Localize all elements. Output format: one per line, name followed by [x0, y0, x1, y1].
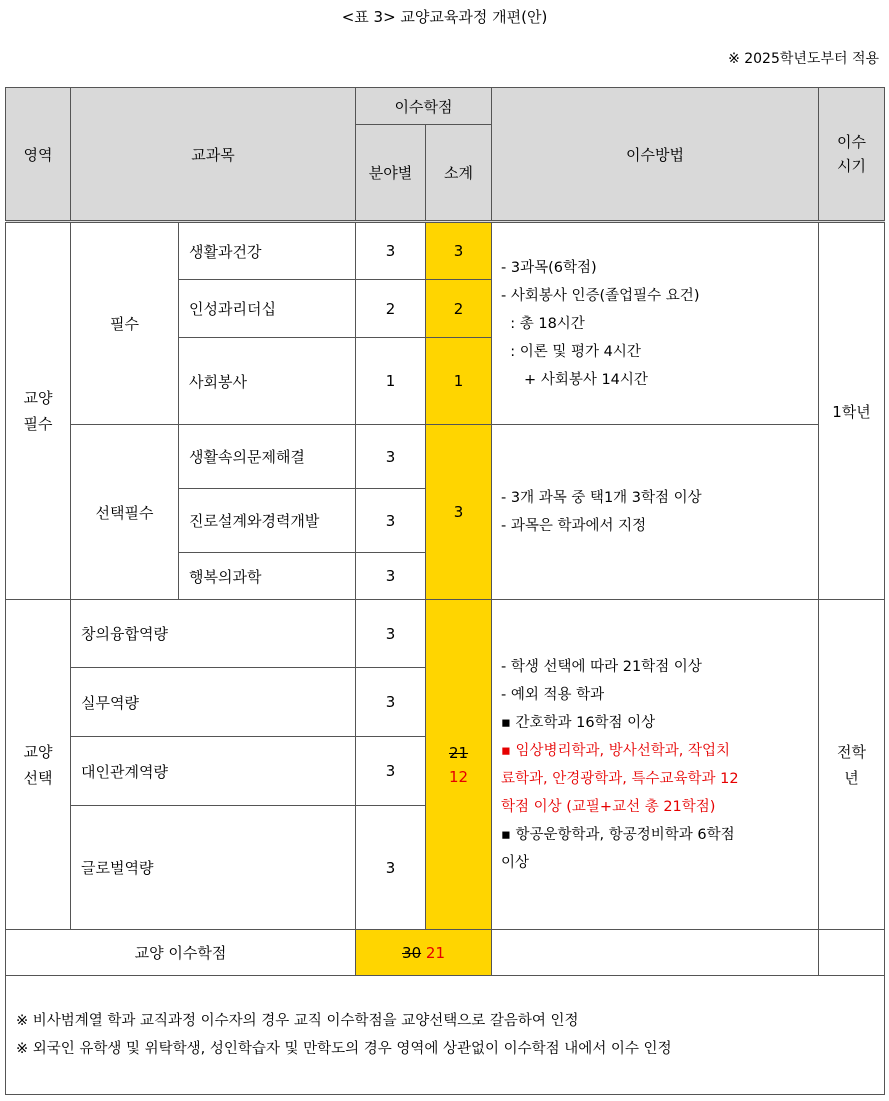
timing-liberal-required: 1학년 — [819, 222, 885, 600]
course-credits: 3 — [356, 668, 426, 737]
area-liberal-elective — [6, 600, 71, 930]
course-subtotal: 3 — [426, 222, 492, 280]
course-name: 인성과리더십 — [179, 280, 356, 338]
total-timing-empty — [819, 930, 885, 976]
total-new: 21 — [425, 943, 445, 962]
course-name: 생활과건강 — [179, 222, 356, 280]
course-credits: 3 — [356, 600, 426, 668]
course-credits: 3 — [356, 489, 426, 553]
method-line: - 과목은 학과에서 지정 — [501, 518, 647, 534]
header-timing-line1: 이수 — [837, 133, 866, 151]
method-line: - 3과목(6학점) — [501, 259, 597, 276]
area-liberal-elective-line1: 교양 — [23, 742, 53, 761]
method-line: : 총 18시간 — [501, 315, 585, 332]
elective-required-method — [492, 425, 819, 600]
course-name: 창의융합역량 — [71, 600, 356, 668]
course-credits: 3 — [356, 737, 426, 806]
course-credits: 2 — [356, 280, 426, 338]
table-title: <표 3> 교양교육과정 개편(안) — [341, 8, 548, 26]
header-timing — [819, 88, 885, 222]
total-credits — [356, 930, 492, 976]
course-credits: 3 — [356, 806, 426, 930]
group-elective-required-label: 선택필수 — [71, 425, 179, 600]
group-required-label: 필수 — [71, 222, 179, 425]
course-name: 대인관계역량 — [71, 737, 356, 806]
method-line-red: 료학과, 안경광학과, 특수교육학과 12 — [501, 770, 739, 787]
method-line: : 이론 및 평가 4시간 — [501, 343, 641, 360]
course-subtotal: 2 — [426, 280, 492, 338]
area-liberal-elective-line2: 선택 — [23, 768, 53, 787]
course-name: 행복의과학 — [179, 553, 356, 600]
footnotes — [6, 976, 885, 1095]
total-method-empty — [492, 930, 819, 976]
total-label: 교양 이수학점 — [6, 930, 356, 976]
timing-liberal-elective — [819, 600, 885, 930]
elective-required-subtotal: 3 — [426, 425, 492, 600]
method-line: - 학생 선택에 따라 21학점 이상 — [501, 658, 702, 675]
footnote-line: ※ 비사범계열 학과 교직과정 이수자의 경우 교직 이수학점을 교양선택으로 갈음하여 인정 — [16, 1013, 579, 1029]
course-subtotal: 1 — [426, 338, 492, 425]
timing-line1: 전학 — [837, 742, 866, 761]
header-credits: 이수학점 — [356, 88, 492, 125]
curriculum-table — [5, 87, 885, 1095]
course-name: 글로벌역량 — [71, 806, 356, 930]
total-old: 30 — [402, 943, 422, 962]
header-subtotal: 소계 — [426, 125, 492, 222]
method-line: ▪ 항공운항학과, 항공정비학과 6학점 — [501, 826, 735, 843]
method-line-red: ▪ 임상병리학과, 방사선학과, 작업치 — [501, 742, 730, 759]
course-credits: 3 — [356, 553, 426, 600]
method-line: 이상 — [501, 854, 530, 871]
method-line: - 3개 과목 중 택1개 3학점 이상 — [501, 490, 702, 506]
method-line-red: 학점 이상 (교필+교선 총 21학점) — [501, 798, 716, 815]
area-liberal-required-line1: 교양 — [23, 389, 53, 407]
elective-subtotal — [426, 600, 492, 930]
course-name: 실무역량 — [71, 668, 356, 737]
timing-line2: 년 — [844, 768, 859, 787]
course-credits: 3 — [356, 425, 426, 489]
method-line: - 사회봉사 인증(졸업필수 요건) — [501, 287, 700, 304]
header-method: 이수방법 — [492, 88, 819, 222]
area-liberal-required — [6, 222, 71, 600]
method-line: - 예외 적용 학과 — [501, 686, 605, 703]
course-credits: 1 — [356, 338, 426, 425]
course-name: 사회봉사 — [179, 338, 356, 425]
method-line: ▪ 간호학과 16학점 이상 — [501, 714, 656, 731]
header-subject: 교과목 — [71, 88, 356, 222]
elective-method — [492, 600, 819, 930]
course-credits: 3 — [356, 222, 426, 280]
method-line: + 사회봉사 14시간 — [501, 371, 648, 388]
area-liberal-required-line2: 필수 — [23, 415, 53, 433]
apply-note: ※ 2025학년도부터 적용 — [728, 51, 879, 67]
footnote-line: ※ 외국인 유학생 및 위탁학생, 성인학습자 및 만학도의 경우 영역에 상관없이 이수학점 내에서 이수 인정 — [16, 1041, 672, 1057]
elective-subtotal-new: 12 — [448, 767, 469, 786]
course-name: 생활속의문제해결 — [179, 425, 356, 489]
elective-subtotal-old: 21 — [448, 743, 469, 762]
required-method — [492, 222, 819, 425]
header-area: 영역 — [6, 88, 71, 222]
course-name: 진로설계와경력개발 — [179, 489, 356, 553]
header-by-field: 분야별 — [356, 125, 426, 222]
header-timing-line2: 시기 — [837, 157, 866, 175]
